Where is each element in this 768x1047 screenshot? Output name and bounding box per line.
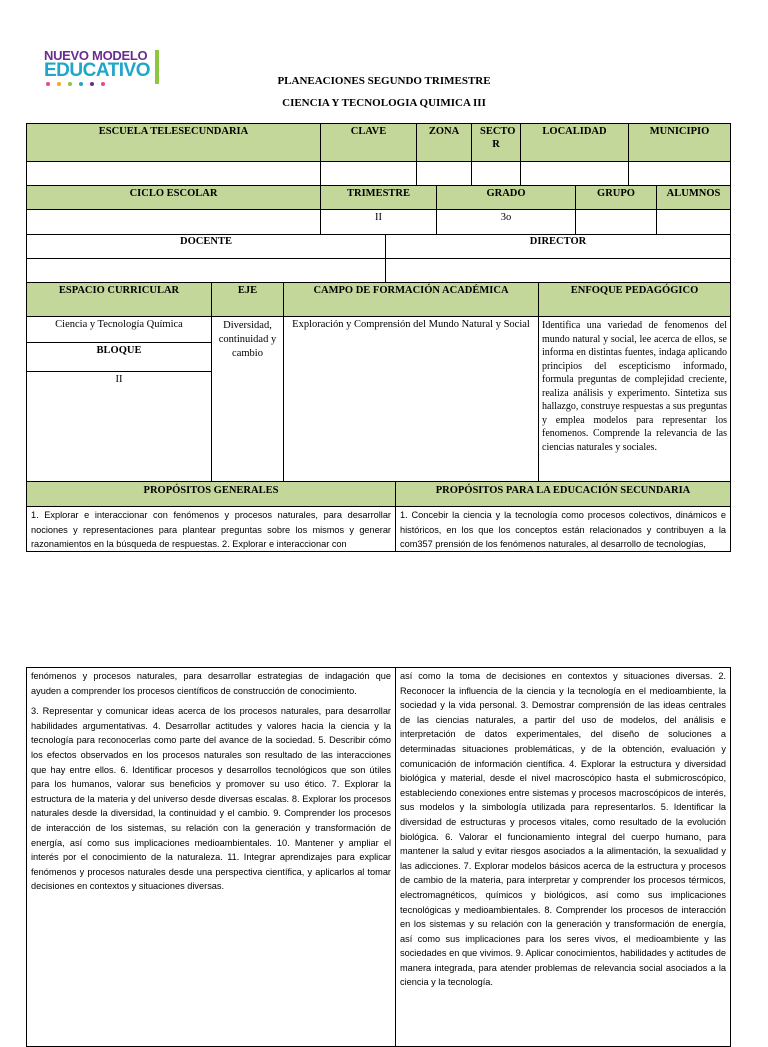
cell-espacio-value: Ciencia y Tecnología Química bbox=[26, 316, 212, 343]
cell-ciclo-value bbox=[26, 209, 321, 235]
cell-enfoque-value: Identifica una variedad de fenomenos del mundo natural y social, lee acerca de ellos, se informa en distintas fuentes, indaga aplicando principios del escepticismo informado, formula preguntas de complejidad creciente, realiza análisis y experimento. Sintetiza sus hallazgo, construye respuestas a sus preguntas y emplea modelos para representar los fenomenos. Comprende la relevancia de las ciencias naturales y sociales. bbox=[538, 316, 731, 482]
cell-alumnos-value bbox=[656, 209, 731, 235]
logo-line-1: NUEVO MODELO bbox=[44, 48, 148, 63]
header-eje: EJE bbox=[211, 282, 284, 317]
header-espacio-curricular: ESPACIO CURRICULAR bbox=[26, 282, 212, 317]
header-grupo: GRUPO bbox=[575, 185, 657, 210]
header-zona: ZONA bbox=[416, 123, 472, 162]
doc-title: PLANEACIONES SEGUNDO TRIMESTRE bbox=[277, 75, 491, 87]
cell-escuela-value bbox=[26, 161, 321, 186]
cell-trimestre-value: II bbox=[320, 209, 437, 235]
cell-localidad-value bbox=[520, 161, 629, 186]
cell-grado-value: 3o bbox=[436, 209, 576, 235]
header-municipio: MUNICIPIO bbox=[628, 123, 731, 162]
cell-municipio-value bbox=[628, 161, 731, 186]
propositos-generales-paragraph-b: 3. Representar y comunicar ideas acerca de los procesos naturales, para desarrollar habilidades argumentativas. 4. Desarrollar actitudes y valores hacia la ciencia y la tecnología para reconocerlas como parte del avance de la sociedad. 5. Describir cómo los efectos observados en los procesos naturales son resultado de las interacciones que hay entre ellos. 6. Identificar procesos y desarrollos tecnológicos que son útiles para los humanos, valorar sus beneficios y promover su uso ético. 7. Explorar la estructura de la materia y del universo desde diversas escalas. 8. Explorar los procesos naturales desde la diversidad, la continuidad y el cambio. 9. Comprender los procesos de interacción de los sistemas, su relación con la generación y transformación de energía, así como sus implicaciones medioambientales. 10. Mantener y ampliar el interés por el conocimiento de la naturaleza. 11. Integrar aprendizajes para explicar fenómenos y procesos naturales desde una perspectiva científica, y aplicarlos al tomar decisiones en contextos y situaciones diversas. bbox=[31, 706, 391, 892]
doc-subtitle: CIENCIA Y TECNOLOGIA QUIMICA III bbox=[282, 97, 486, 109]
header-bloque: BLOQUE bbox=[26, 342, 212, 372]
header-sector: SECTO R bbox=[471, 123, 521, 162]
cell-eje-value: Diversidad, continuidad y cambio bbox=[211, 316, 284, 482]
header-escuela: ESCUELA TELESECUNDARIA bbox=[26, 123, 321, 162]
header-localidad: LOCALIDAD bbox=[520, 123, 629, 162]
header-campo-formacion: CAMPO DE FORMACIÓN ACADÉMICA bbox=[283, 282, 539, 317]
logo-line-2: EDUCATIVO bbox=[44, 60, 150, 81]
propositos-secundaria-text-1: 1. Concebir la ciencia y la tecnología como procesos colectivos, dinámicos e históricos, en los que los conceptos están relacionados y contribuyen a la com357 prensión de los fenómenos naturales, al desarrollo de tecnologías, bbox=[395, 506, 731, 552]
header-docente: DOCENTE bbox=[26, 234, 386, 259]
header-ciclo: CICLO ESCOLAR bbox=[26, 185, 321, 210]
propositos-generales-paragraph-a: fenómenos y procesos naturales, para desarrollar estrategias de indagación que ayuden a comprender los procesos científicos de construcción de conocimiento. bbox=[31, 671, 391, 696]
cell-docente-value bbox=[26, 258, 386, 283]
cell-director-value bbox=[385, 258, 731, 283]
cell-bloque-value: II bbox=[26, 371, 212, 482]
propositos-generales-text-2 bbox=[26, 667, 396, 1047]
header-clave: CLAVE bbox=[320, 123, 417, 162]
header-propositos-secundaria: PROPÓSITOS PARA LA EDUCACIÓN SECUNDARIA bbox=[395, 481, 731, 507]
header-alumnos: ALUMNOS bbox=[656, 185, 731, 210]
cell-sector-value bbox=[471, 161, 521, 186]
cell-campo-value: Exploración y Comprensión del Mundo Natural y Social bbox=[283, 316, 539, 482]
propositos-secundaria-text-2: así como la toma de decisiones en contextos y situaciones diversas. 2. Reconocer la influencia de la ciencia y la tecnología en el medioambiente, la sociedad y la vida personal. 3. Demostrar comprensión de las ideas centrales de las ciencias naturales, a partir del uso de modelos, del análisis e interpretación de datos experimentales, del diseño de soluciones a determinadas situaciones problemáticas, y de la obtención, evaluación y comunicación de información científica. 4. Explorar la estructura y diversidad biológica y material, desde el nivel macroscópico hasta el submicroscópico, estableciendo conexiones entre sistemas y procesos macroscópicos de interés, sus modelos y la simbología utilizada para representarlos. 5. Identificar la diversidad de estructuras y procesos vitales, como resultado de la evolución biológica. 6. Valorar el funcionamiento integral del cuerpo humano, para mantener la salud y evitar riesgos asociados a la alimentación, la sexualidad y las adicciones. 7. Explorar modelos básicos acerca de la estructura y procesos de cambio de la materia, para interpretar y comprender los procesos térmicos, electromagnéticos, químicos y biológicos, así como sus implicaciones tecnológicas y medioambientales. 8. Comprender los procesos de interacción en los sistemas y su relación con la generación y transformación de energía, así como sus implicaciones para los seres vivos, el medioambiente y las sociedades en que vivimos. 9. Aplicar conocimientos, habilidades y actitudes de manera integrada, para atender problemas de relevancia social asociados a la ciencia y la tecnología. bbox=[395, 667, 731, 1047]
propositos-generales-text-1: 1. Explorar e interaccionar con fenómenos y procesos naturales, para desarrollar nociones y representaciones para plantear preguntas sobre los mismos y generar razonamientos en la búsqueda de respuestas. 2. Explorar e interaccionar con bbox=[26, 506, 396, 552]
header-grado: GRADO bbox=[436, 185, 576, 210]
cell-grupo-value bbox=[575, 209, 657, 235]
header-director: DIRECTOR bbox=[385, 234, 731, 259]
cell-clave-value bbox=[320, 161, 417, 186]
header-trimestre: TRIMESTRE bbox=[320, 185, 437, 210]
header-enfoque-pedagogico: ENFOQUE PEDAGÓGICO bbox=[538, 282, 731, 317]
cell-zona-value bbox=[416, 161, 472, 186]
header-propositos-generales: PROPÓSITOS GENERALES bbox=[26, 481, 396, 507]
